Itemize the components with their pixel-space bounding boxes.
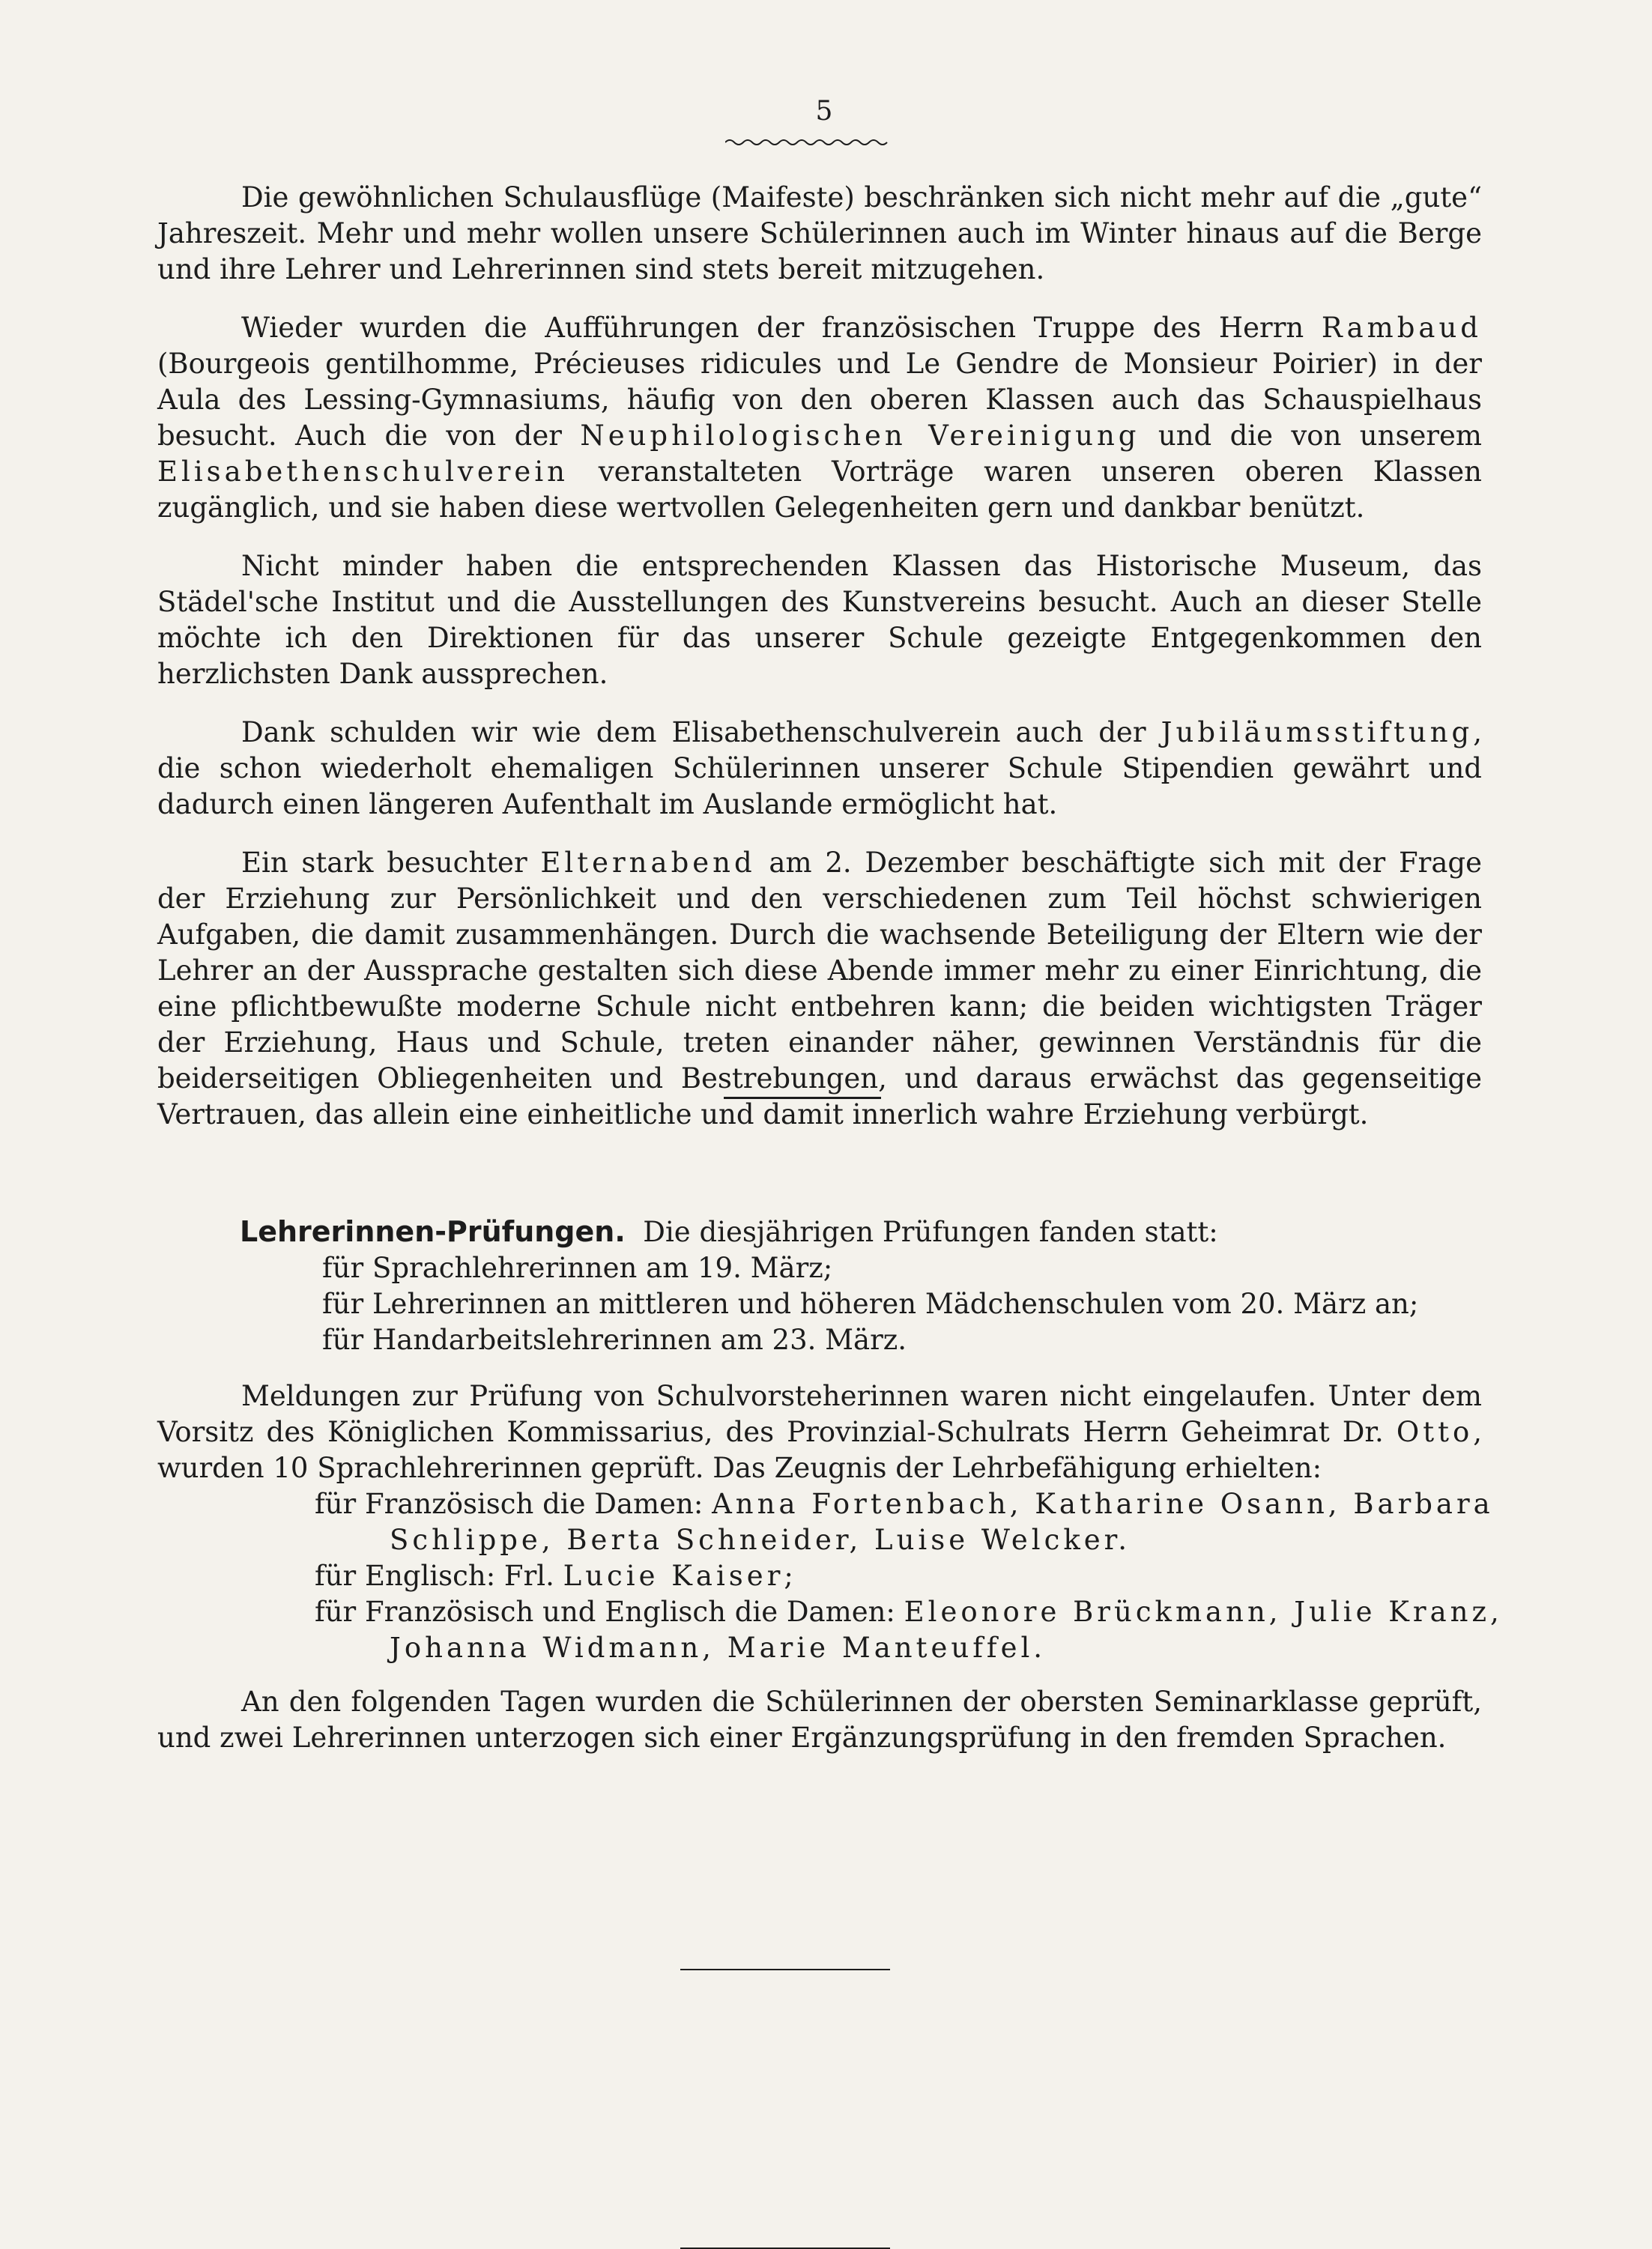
exam-date-2: für Lehrerinnen an mittleren und höheren Mädchenschulen vom 20. März an;: [322, 1288, 1419, 1320]
page-number: 5: [815, 96, 833, 127]
exam-results-list: [315, 1486, 1503, 1666]
exams-intro: Die diesjährigen Prüfungen fanden statt:: [643, 1216, 1218, 1248]
result-french-english-cont: Johanna Widmann, Marie Manteuffel.: [390, 1632, 1047, 1664]
name-jubilaeumsstiftung: Jubiläumsstiftung: [1161, 716, 1474, 748]
exam-date-3: für Handarbeitslehrerinnen am 23. März.: [322, 1324, 907, 1356]
exam-date-1: für Sprachlehrerinnen am 19. März;: [322, 1252, 833, 1284]
result-french-cont: Schlippe, Berta Schneider, Luise Welcker.: [390, 1524, 1131, 1556]
name-otto: Otto: [1396, 1416, 1474, 1448]
name-rambaud: Rambaud: [1321, 312, 1482, 344]
exams-registration-text: [157, 1378, 1482, 1486]
exams-final-text: [157, 1684, 1482, 1756]
result-french-english: für Französisch und Englisch die Damen: Eleonore Brückmann, Julie Kranz,: [315, 1596, 1503, 1628]
paragraph-final: An den folgenden Tagen wurden die Schülerinnen der obersten Seminarklasse geprüft, und zwei Lehrerinnen unterzogen sich einer Ergänzungsprüfung in den fremden Sprachen.: [157, 1686, 1482, 1754]
body-text-top: [157, 180, 1482, 1133]
section-divider: [724, 1097, 881, 1099]
paragraph-stiftung: Dank schulden wir wie dem Elisabethenschulverein auch der Jubiläumsstiftung, die schon wiederholt ehemaligen Schülerinnen unserer Schule Stipendien gewährt und dadurch einen längeren Aufenthalt im Auslande ermöglicht hat.: [157, 716, 1482, 820]
wavy-ornament: [725, 136, 890, 148]
name-elisabethenschulverein: Elisabethenschulverein: [157, 455, 569, 488]
result-french: für Französisch die Damen: Anna Fortenbach, Katharine Osann, Barbara: [315, 1488, 1494, 1520]
paragraph-meldungen: Meldungen zur Prüfung von Schulvorsteherinnen waren nicht eingelaufen. Unter dem Vorsitz des Königlichen Kommissarius, des Provinzial-Schulrats Herrn Geheimrat Dr. Otto, wurden 10 Sprachlehrerinnen geprüft. Das Zeugnis der Lehrbefähigung erhielten:: [157, 1380, 1482, 1484]
paragraph-museums: Nicht minder haben die entsprechenden Klassen das Historische Museum, das Städel'sche Institut und die Ausstellungen des Kunstvereins besucht. Auch an dieser Stelle möchte ich den Direktionen für das unserer Schule gezeigte Entgegenkommen den herzlichsten Dank aussprechen.: [157, 550, 1482, 690]
paragraph-excursions: Die gewöhnlichen Schulausflüge (Maifeste) beschränken sich nicht mehr auf die „gute“ Jahreszeit. Mehr und mehr wollen unsere Schülerinnen auch im Winter hinaus auf die Berge und ihre Lehrer und Lehrerinnen sind stets bereit mitzugehen.: [157, 181, 1482, 285]
result-english: für Englisch: Frl. Lucie Kaiser;: [315, 1560, 797, 1592]
paragraph-theatre: Wieder wurden die Aufführungen der französischen Truppe des Herrn Rambaud (Bourgeois gentilhomme, Précieuses ridicules und Le Gendre de Monsieur Poirier) in der Aula des Lessing-Gymnasiums, häufig von den oberen Klassen auch das Schauspielhaus besucht. Auch die von der Neuphilologischen Vereinigung und die von unserem Elisabethenschulverein veranstalteten Vorträge waren unseren oberen Klassen zugänglich, und sie haben diese wertvollen Gelegenheiten gern und dankbar benützt.: [157, 312, 1483, 524]
exams-heading-line: [240, 1214, 1482, 1250]
exams-heading: Lehrerinnen-Prüfungen.: [240, 1215, 626, 1248]
paragraph-elternabend: Ein stark besuchter Elternabend am 2. Dezember beschäftigte sich mit der Frage der Erziehung zur Persönlichkeit und den verschiedenen zum Teil höchst schwierigen Aufgaben, die damit zusammenhängen. Durch die wachsende Beteiligung der Eltern wie der Lehrer an der Aussprache gestalten sich diese Abende immer mehr zu einer Einrichtung, die eine pflichtbewußte moderne Schule nicht entbehren kann; die beiden wichtigsten Träger der Erziehung, Haus und Schule, treten einander näher, gewinnen Verständnis für die beiderseitigen Obliegenheiten und Bestrebungen, und daraus erwächst das gegenseitige Vertrauen, das allein eine einheitliche und damit innerlich wahre Erziehung verbürgt.: [157, 847, 1482, 1130]
end-divider: [680, 1969, 890, 1970]
name-elternabend: Elternabend: [540, 847, 756, 879]
exams-section: [240, 1214, 1482, 1358]
name-neuphilologische-vereinigung: Neuphilologischen Vereinigung: [580, 420, 1140, 452]
